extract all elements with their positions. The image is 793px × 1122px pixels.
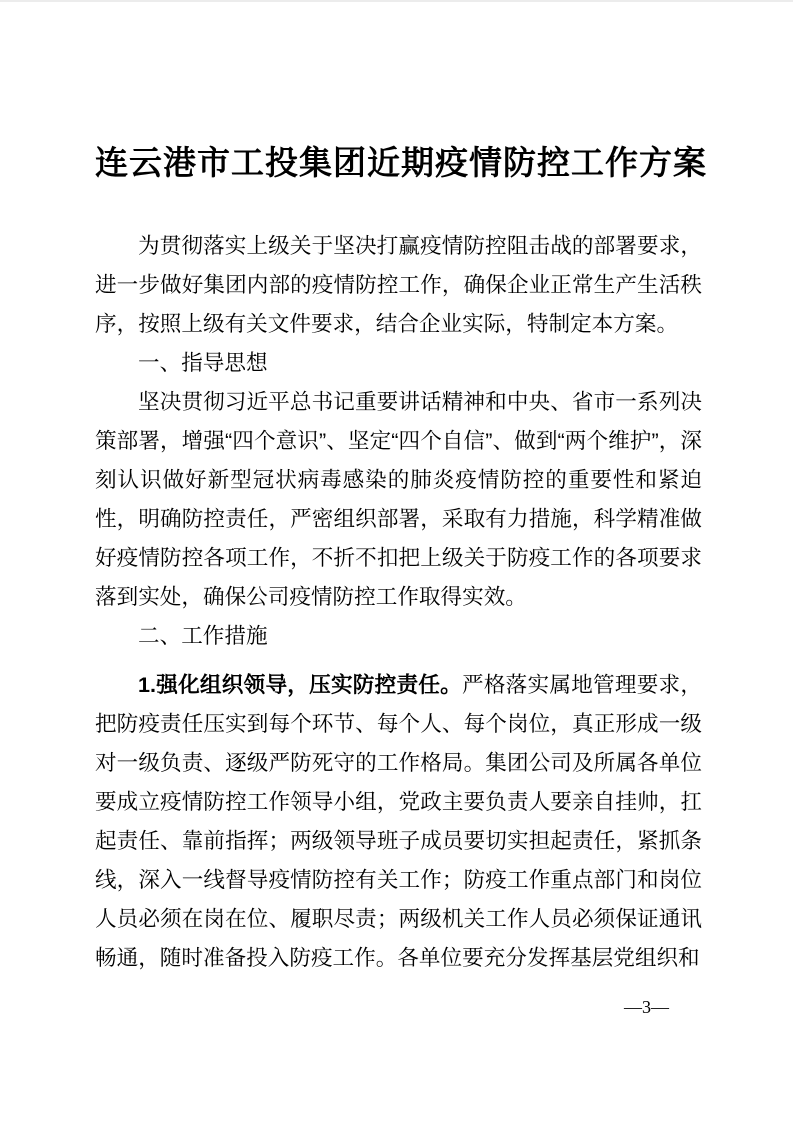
measure-1-lead: 1.强化组织领导，压实防控责任。 [138,672,462,697]
document-body [95,226,702,977]
scan-edge-artifact [0,0,793,2]
section-heading-guiding-ideology: 一、指导思想 [138,350,268,375]
page-number: —3— [624,997,669,1017]
section-heading-work-measures: 二、工作措施 [138,623,268,648]
document-title: 连云港市工投集团近期疫情防控工作方案 [95,144,707,181]
paragraph-measure-1 [95,665,702,977]
measure-1-text: 严格落实属地管理要求，把防疫责任压实到每个环节、每个人、每个岗位，真正形成一级对一级负责、逐级严防死守的工作格局。集团公司及所属各单位要成立疫情防控工作领导小组，党政主要负责人要亲自挂帅，扛起责任、靠前指挥；两级领导班子成员要切实担起责任，紧抓条线，深入一线督导疫情防控有关工作；防疫工作重点部门和岗位人员必须在岗在位、履职尽责；两级机关工作人员必须保证通讯畅通，随时准备投入防疫工作。各单位要充分发挥基层党组织和 [95,672,702,970]
paragraph-guiding-ideology: 坚决贯彻习近平总书记重要讲话精神和中央、省市一系列决策部署，增强“四个意识”、坚定“四个自信”、做到“两个维护”，深刻认识做好新型冠状病毒感染的肺炎疫情防控的重要性和紧迫性，明确防控责任，严密组织部署，采取有力措施，科学精准做好疫情防控各项工作，不折不扣把上级关于防疫工作的各项要求落到实处，确保公司疫情防控工作取得实效。 [95,389,702,609]
paragraph-intro: 为贯彻落实上级关于坚决打赢疫情防控阻击战的部署要求，进一步做好集团内部的疫情防控工作，确保企业正常生产生活秩序，按照上级有关文件要求，结合企业实际，特制定本方案。 [95,233,702,336]
